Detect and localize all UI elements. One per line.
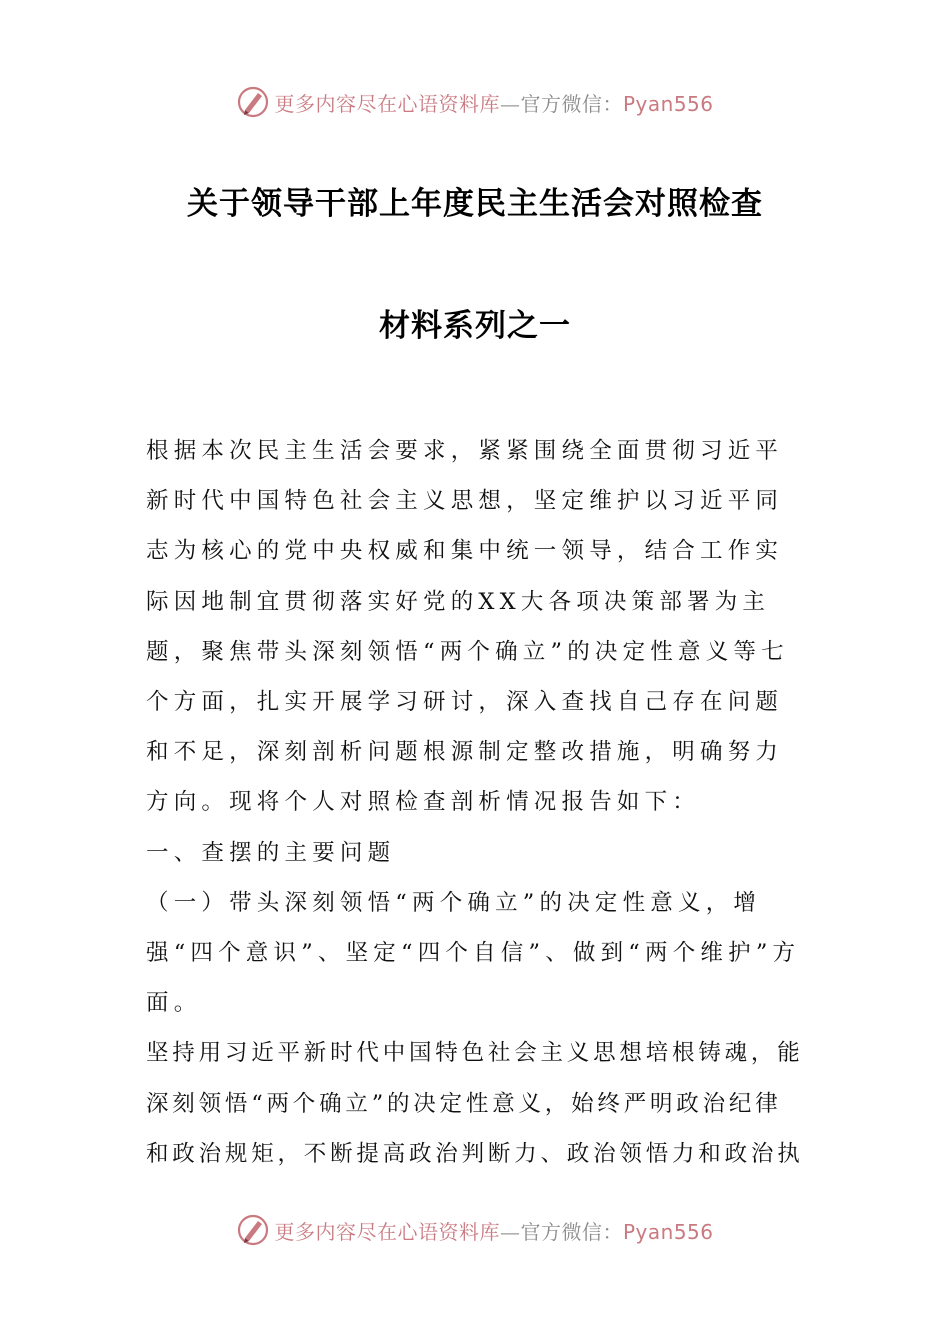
body-paragraph-2: 坚持用习近平新时代中国特色社会主义思想培根铸魂，能深刻领悟“两个确立”的决定性意义，始终严明政治纪律和政治规矩，不断提高政治判断力、政治领悟力和政治执 xyxy=(146,1040,804,1167)
footer-watermark-banner xyxy=(0,1210,950,1250)
document-title-line-1: 关于领导干部上年度民主生活会对照检查 xyxy=(187,186,763,222)
section-heading-1: 一、查摆的主要问题 xyxy=(146,839,396,866)
banner-text: 更多内容尽在心语资料库—官方微信：Pyan556 xyxy=(274,91,714,116)
banner-text: 更多内容尽在心语资料库—官方微信：Pyan556 xyxy=(274,1219,714,1244)
pen-logo-icon xyxy=(236,1213,270,1247)
document-body xyxy=(146,426,806,1179)
header-watermark-banner xyxy=(0,82,950,122)
pen-logo-icon xyxy=(236,85,270,119)
document-title-line-2: 材料系列之一 xyxy=(379,308,571,344)
subsection-heading-1: （一）带头深刻领悟“两个确立”的决定性意义，增强“四个意识”、坚定“四个自信”、做到“两个维护”方面。 xyxy=(146,889,801,1017)
intro-paragraph: 根据本次民主生活会要求，紧紧围绕全面贯彻习近平新时代中国特色社会主义思想，坚定维护以习近平同志为核心的党中央权威和集中统一领导，结合工作实际因地制宜贯彻落实好党的XX大各项决策部署为主题，聚焦带头深刻领悟“两个确立”的决定性意义等七个方面，扎实开展学习研讨，深入查找自己存在问题和不足，深刻剖析问题根源制定整改措施，明确努力方向。现将个人对照检查剖析情况报告如下： xyxy=(146,438,789,816)
